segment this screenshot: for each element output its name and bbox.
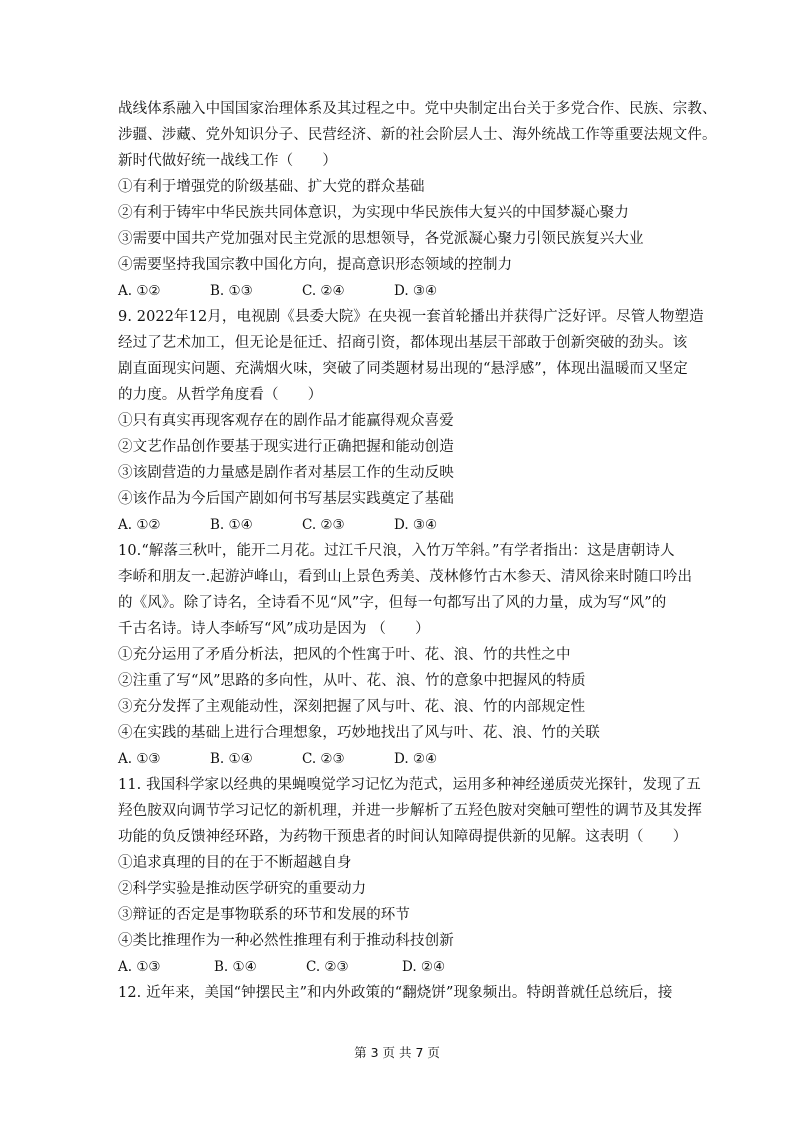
option-d: D. ②④ xyxy=(394,751,438,767)
statement-item: ③该剧营造的力量感是剧作者对基层工作的生动反映 xyxy=(118,465,454,481)
stem-line: 李峤和朋友一.起游泸峰山，看到山上景色秀美、茂林修竹古木参天、清风徐来时随口吟出 xyxy=(118,569,693,585)
answer-options xyxy=(118,954,678,980)
stem-line: 的《风》。除了诗名，全诗看不见“风”字，但每一句都写出了风的力量，成为写“风”的 xyxy=(118,595,667,611)
answer-options xyxy=(118,746,678,772)
option-a: A. ①③ xyxy=(118,751,161,767)
stem-line: 11. 我国科学家以经典的果蝇嗅觉学习记忆为范式，运用多种神经递质荧光探针，发现了五 xyxy=(118,777,701,793)
statement-item: ④类比推理作为一种必然性推理有利于推动科技创新 xyxy=(118,933,454,949)
statement-item: ②文艺作品创作要基于现实进行正确把握和能动创造 xyxy=(118,439,454,455)
statement-item: ①只有真实再现客观存在的剧作品才能赢得观众喜爱 xyxy=(118,413,454,429)
stem-line: 12. 近年来，美国“钟摆民主”和内外政策的“翻烧饼”现象频出。特朗普就任总统后，接 xyxy=(118,985,673,1001)
option-d: D. ③④ xyxy=(394,517,438,533)
stem-line: 战线体系融入中国国家治理体系及其过程之中。党中央制定出台关于多党合作、民族、宗教、 xyxy=(118,101,717,117)
option-d: D. ②④ xyxy=(402,959,446,975)
stem-line: 9. 2022年12月，电视剧《县委大院》在央视一套首轮播出并获得广泛好评。尽管人物塑造 xyxy=(118,309,704,325)
statement-item: ③需要中国共产党加强对民主党派的思想领导，各党派凝心聚力引领民族复兴大业 xyxy=(118,231,644,247)
statement-item: ④该作品为今后国产剧如何书写基层实践奠定了基础 xyxy=(118,491,454,507)
statement-item: ①追求真理的目的在于不断超越自身 xyxy=(118,855,352,871)
option-a: A. ①② xyxy=(118,517,161,533)
statement-item: ①有利于增强党的阶级基础、扩大党的群众基础 xyxy=(118,179,425,195)
statement-item: ③辩证的否定是事物联系的环节和发展的环节 xyxy=(118,907,410,923)
option-c: C. ②③ xyxy=(302,751,345,767)
option-a: A. ①③ xyxy=(118,959,161,975)
option-d: D. ③④ xyxy=(394,283,438,299)
option-b: B. ①④ xyxy=(210,751,253,767)
statement-item: ②科学实验是推动医学研究的重要动力 xyxy=(118,881,367,897)
stem-line: 剧直面现实问题、充满烟火味，突破了同类题材易出现的“悬浮感”，体现出温暖而又坚定 xyxy=(118,361,688,377)
question-12 xyxy=(118,980,678,1006)
exam-page-content xyxy=(118,96,717,1006)
question-8-continuation xyxy=(118,96,717,304)
statement-item: ④在实践的基础上进行合理想象，巧妙地找出了风与叶、花、浪、竹的关联 xyxy=(118,725,600,741)
stem-line: 羟色胺双向调节学习记忆的新机理，并进一步解析了五羟色胺对突触可塑性的调节及其发挥 xyxy=(118,803,702,819)
question-10 xyxy=(118,538,693,772)
stem-line: 经过了艺术加工，但无论是征迁、招商引资，都体现出基层干部敢于创新突破的劲头。该 xyxy=(118,335,688,351)
answer-options xyxy=(118,512,678,538)
stem-line: 10.“解落三秋叶，能开二月花。过江千尺浪，入竹万竿斜。”有学者指出：这是唐朝诗人 xyxy=(118,543,675,559)
option-c: C. ②③ xyxy=(306,959,349,975)
question-11 xyxy=(118,772,702,980)
question-9 xyxy=(118,304,704,538)
statement-item: ①充分运用了矛盾分析法，把风的个性寓于叶、花、浪、竹的共性之中 xyxy=(118,647,571,663)
option-b: B. ①④ xyxy=(214,959,257,975)
statement-item: ②注重了写“风”思路的多向性，从叶、花、浪、竹的意象中把握风的特质 xyxy=(118,673,586,689)
option-b: B. ①④ xyxy=(210,517,253,533)
stem-line: 千古名诗。诗人李峤写“风”成功是因为 （ ） xyxy=(118,621,430,637)
answer-options xyxy=(118,278,678,304)
option-c: C. ②④ xyxy=(302,283,345,299)
stem-line: 功能的负反馈神经环路，为药物干预患者的时间认知障碍提供新的见解。这表明（ ） xyxy=(118,829,688,845)
stem-line: 新时代做好统一战线工作（ ） xyxy=(118,153,337,169)
option-a: A. ①② xyxy=(118,283,161,299)
stem-line: 的力度。从哲学角度看（ ） xyxy=(118,387,323,403)
stem-line: 涉疆、涉藏、党外知识分子、民营经济、新的社会阶层人士、海外统战工作等重要法规文件。 xyxy=(118,127,717,143)
statement-item: ③充分发挥了主观能动性，深刻把握了风与叶、花、浪、竹的内部规定性 xyxy=(118,699,586,715)
statement-item: ④需要坚持我国宗教中国化方向，提高意识形态领域的控制力 xyxy=(118,257,513,273)
option-b: B. ①③ xyxy=(210,283,253,299)
statement-item: ②有利于铸牢中华民族共同体意识，为实现中华民族伟大复兴的中国梦凝心聚力 xyxy=(118,205,629,221)
option-c: C. ②③ xyxy=(302,517,345,533)
page-number: 第 3 页 共 7 页 xyxy=(354,1045,440,1060)
